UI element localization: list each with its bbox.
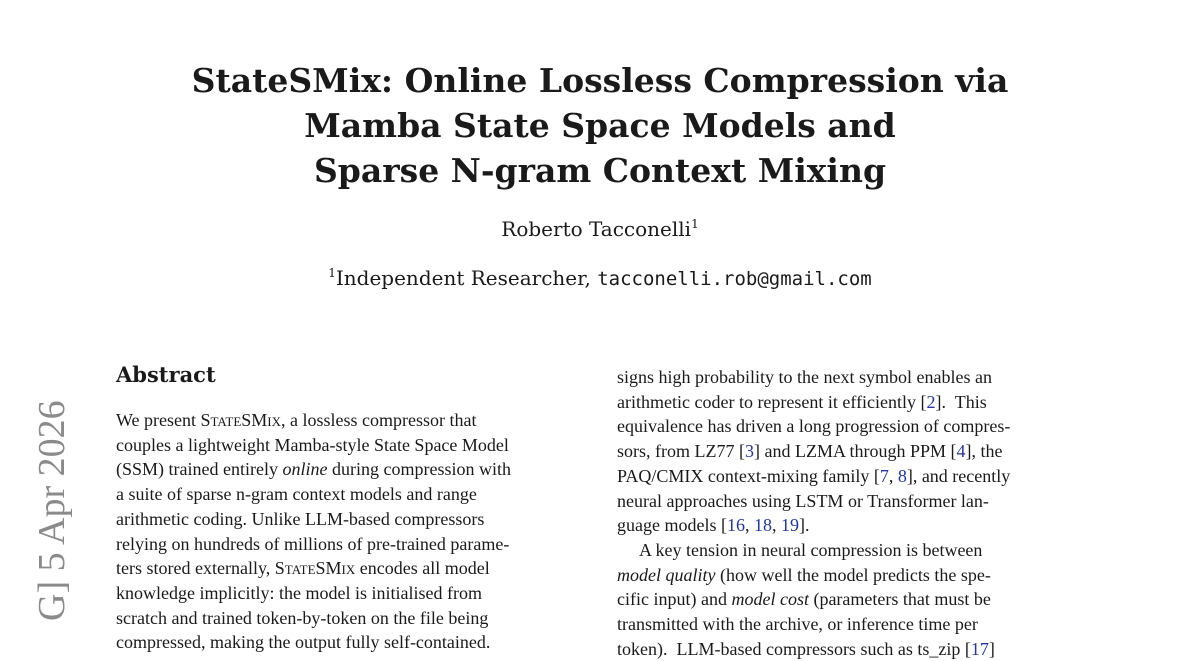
title-line-3: Sparse N-gram Context Mixing [313, 151, 887, 190]
intro-body [617, 365, 1087, 661]
citation-link: 4 [956, 441, 966, 462]
intro-line-5: PAQ/CMIX context-mixing family [7, 8], and recently [617, 465, 1011, 486]
paper-title [0, 58, 1200, 193]
author-mark: 1 [691, 217, 699, 231]
title-line-1: StateSMix: Online Lossless Compression via [191, 61, 1009, 100]
system-name: StateSMix [200, 410, 281, 430]
intro-line-3: equivalence has driven a long progression of compres- [617, 416, 1011, 437]
abstract-body [116, 408, 586, 655]
abstract-line-10: compressed, making the output fully self-contained. [116, 632, 491, 653]
intro-line-11: transmitted with the archive, or inference time per [617, 614, 978, 635]
citation-link: 19 [780, 515, 799, 536]
arxiv-stamp: G] 5 Apr 2026 [31, 400, 73, 621]
abstract-line-8: knowledge implicitly: the model is initialised from [116, 582, 482, 603]
author-email[interactable]: tacconelli.rob@gmail.com [597, 268, 872, 290]
intro-line-8: A key tension in neural compression is between [639, 539, 983, 560]
intro-line-2: arithmetic coder to represent it efficiently [2]. This [617, 391, 987, 412]
abstract-line-7: ters stored externally, StateSMix encodes all model [116, 558, 490, 579]
author-name: Roberto Tacconelli [501, 217, 692, 241]
intro-line-4: sors, from LZ77 [3] and LZMA through PPM [4], the [617, 441, 1003, 462]
citation-link: 16 [726, 515, 745, 536]
author [0, 217, 1200, 241]
intro-line-10: cific input) and model cost (parameters that must be [617, 589, 991, 610]
abstract-line-4: a suite of sparse n-gram context models and range [116, 484, 477, 505]
abstract-line-1: We present StateSMix, a lossless compressor that [116, 410, 477, 430]
emph-online: online [282, 459, 328, 480]
intro-line-1: signs high probability to the next symbol enables an [617, 367, 992, 387]
abstract-line-6: relying on hundreds of millions of pre-trained parame- [116, 533, 510, 554]
citation-link: 2 [926, 391, 936, 412]
abstract-line-9: scratch and trained token-by-token on the file being [116, 607, 489, 628]
intro-line-12: token). LLM-based compressors such as ts_zip [17] [617, 638, 995, 659]
citation-link: 18 [753, 515, 772, 536]
intro-line-9: model quality (how well the model predicts the spe- [617, 564, 991, 585]
affiliation [0, 266, 1200, 290]
affiliation-name: Independent Researcher, [335, 266, 598, 290]
abstract-line-5: arithmetic coding. Unlike LLM-based compressors [116, 508, 485, 529]
intro-line-7: guage models [16, 18, 19]. [617, 515, 810, 536]
title-line-2: Mamba State Space Models and [304, 106, 896, 145]
abstract-line-3: (SSM) trained entirely online during compression with [116, 459, 511, 480]
citation-link: 8 [897, 465, 907, 486]
affiliation-mark: 1 [328, 266, 336, 280]
intro-line-6: neural approaches using LSTM or Transformer lan- [617, 490, 989, 511]
citation-link: 3 [744, 441, 754, 462]
citation-link: 17 [970, 638, 989, 659]
abstract-line-2: couples a lightweight Mamba-style State Space Model [116, 434, 509, 455]
abstract-heading: Abstract [116, 362, 216, 387]
citation-link: 7 [879, 465, 889, 486]
